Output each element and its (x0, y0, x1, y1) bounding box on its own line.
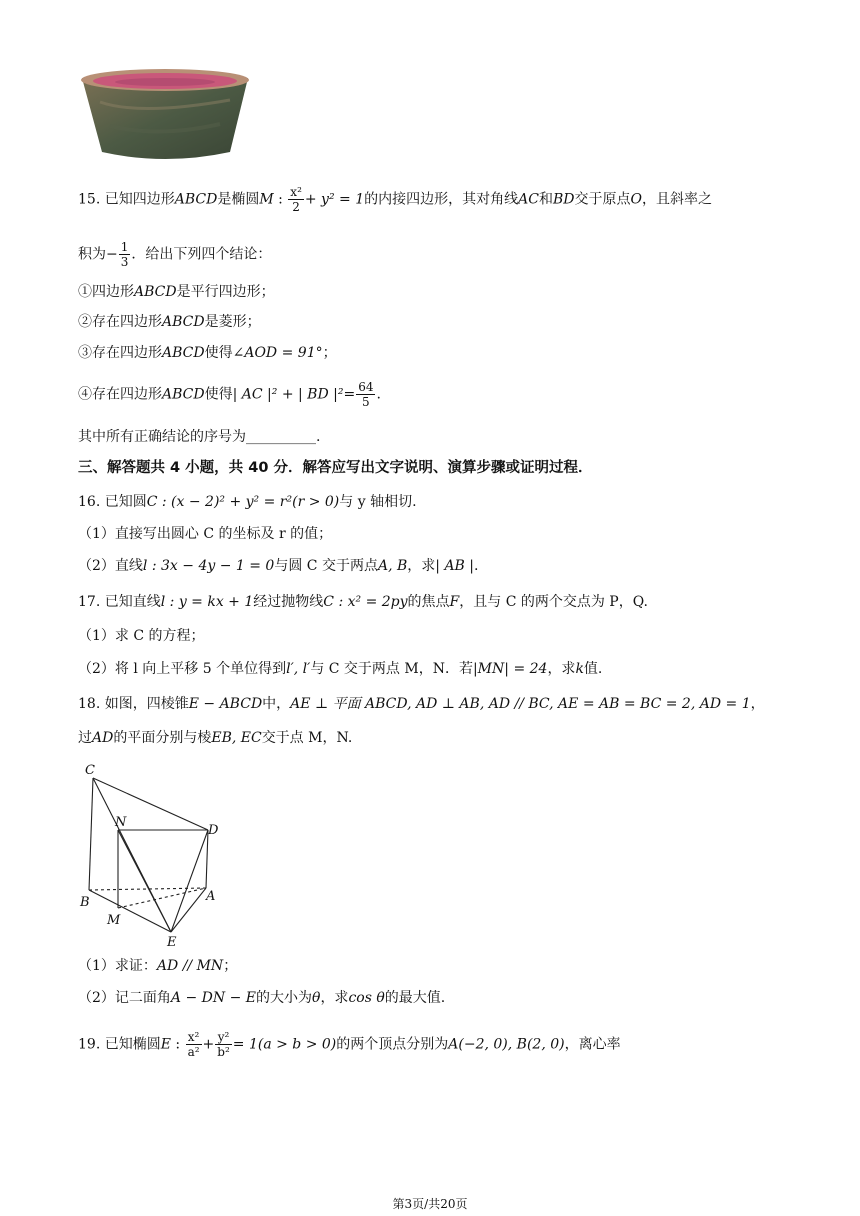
q17-line1: 17. 已知直线l : y = kx + 1经过抛物线C : x² = 2py的焦点F，且与 C 的两个交点为 P，Q. (78, 594, 648, 610)
label-N: N (115, 815, 127, 830)
label-C: C (85, 763, 95, 778)
label-B: B (80, 895, 90, 910)
q17-part2: （2）将 l 向上平移 5 个单位得到l′, l′与 C 交于两点 M，N．若|MN| = 24，求k值. (78, 661, 603, 677)
fraction-1-over-3: $\frac{1}{3}$ (120, 240, 129, 269)
q16-part2: （2）直线l : 3x − 4y − 1 = 0与圆 C 交于两点A, B，求| AB |. (78, 558, 479, 574)
q16-line1: 16. 已知圆C : (x − 2)² + y² = r²(r > 0)与 y 轴相切. (78, 494, 417, 510)
fraction-y2-over-b2: $\frac{\text{y²}}{\text{b²}}$ (217, 1030, 230, 1059)
section-heading: 三、解答题共 4 小题，共 40 分．解答应写出文字说明、演算步骤或证明过程． (78, 460, 593, 476)
label-D: D (208, 823, 219, 838)
bowl-image (80, 66, 250, 166)
page-footer: 第3页/共20页 (392, 1197, 468, 1211)
fraction-64-over-5: $\frac{64}{5}$ (358, 380, 374, 409)
q18-part1: （1）求证：AD // MN； (78, 958, 238, 974)
q19-line1: 19. 已知椭圆E : $\frac{\text{x²}}{\text{a²}}$ + $\frac{\text{y²}}{\text{b²}}$ = 1(a > b > 0)的两个顶点分别为A(−2, 0), B(2, 0)，离心率 (78, 1030, 621, 1059)
q16-part1: （1）直接写出圆心 C 的坐标及 r 的值； (78, 526, 333, 542)
q15-conclusion-2: ②存在四边形ABCD是菱形； (78, 314, 261, 330)
q15-conclusion-1: ①四边形ABCD是平行四边形； (78, 284, 275, 300)
q15-conclusion-3: ③存在四边形ABCD使得∠AOD = 91°； (78, 345, 337, 361)
q17-part1: （1）求 C 的方程； (78, 628, 205, 644)
q15-conclusion-4: ④存在四边形ABCD使得| AC |² + | BD |²= $\frac{64}{5}$ . (78, 380, 381, 409)
fraction-x2-over-a2: $\frac{\text{x²}}{\text{a²}}$ (187, 1030, 200, 1059)
q15-line2: 积为− $\frac{1}{3}$ ．给出下列四个结论： (78, 240, 272, 269)
q18-part2: （2）记二面角A − DN − E的大小为θ，求cos θ的最大值. (78, 990, 446, 1006)
fraction-x2-over-2: $\frac{\text{x²}}{2}$ (290, 185, 302, 214)
label-M: M (107, 913, 121, 928)
label-E: E (167, 935, 177, 950)
pyramid-figure (75, 760, 235, 950)
q15-answer-blank: 其中所有正确结论的序号为__________. (78, 429, 321, 445)
label-A: A (206, 889, 216, 904)
q18-line2: 过AD的平面分别与棱EB, EC交于点 M，N. (78, 730, 353, 746)
q15-line1: 15. 已知四边形ABCD是椭圆M : $\frac{\text{x²}}{2}$ + y² = 1的内接四边形，其对角线AC和BD交于原点O，且斜率之 (78, 185, 712, 214)
q18-line1: 18. 如图，四棱锥E − ABCD中，AE ⊥ 平面 ABCD, AD ⊥ AB, AD // BC, AE = AB = BC = 2, AD = 1， (78, 696, 765, 712)
